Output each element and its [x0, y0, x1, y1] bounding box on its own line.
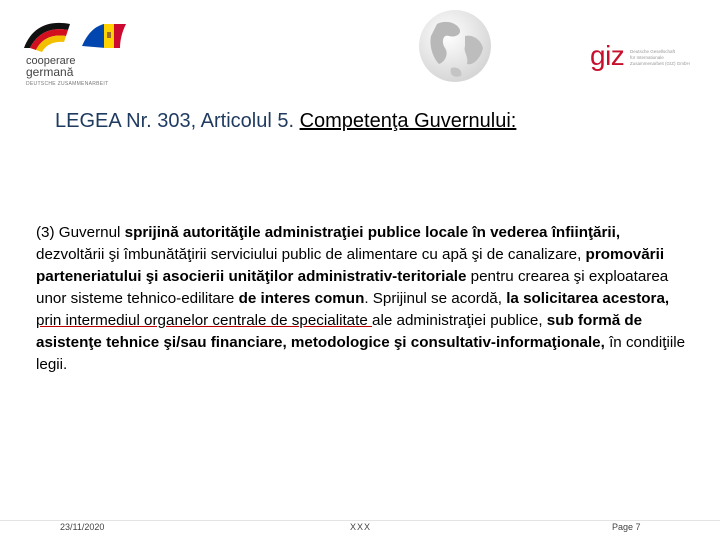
footer-divider — [0, 520, 720, 521]
text-b3: de interes comun — [238, 290, 365, 307]
giz-logo — [590, 40, 700, 74]
title-prefix: LEGEA Nr. 303, Articolul 5. — [55, 110, 300, 132]
text-s6: ale administraţiei publice, — [372, 312, 547, 329]
text-s2: dezvoltării şi îmbunătăţirii serviciului public de alimentare cu apă şi de canalizare, — [36, 246, 586, 263]
giz-sub-line3: Zusammenarbeit (GIZ) GmbH — [630, 61, 690, 66]
giz-subtitle — [630, 49, 700, 67]
flags-swoosh-icon — [22, 18, 140, 58]
text-b5: sub formă de asistenţe tehnice şi/sau financiare, metodologice şi consultativ-informaţionale, — [36, 312, 643, 351]
law-paragraph — [36, 222, 686, 376]
giz-sub-line1: Deutsche Gesellschaft — [630, 49, 676, 54]
text-b4: la solicitarea acestora, — [506, 290, 670, 307]
text-s4: . Sprijinul se acordă, — [364, 290, 507, 307]
text-u1: prin intermediul organelor centrale de specialitate — [36, 312, 373, 329]
text-s1: (3) Guvernul — [36, 224, 125, 241]
giz-wordmark: giz — [590, 40, 625, 71]
logo-left-line2: germană — [26, 65, 74, 79]
text-b1: sprijină autorităţile administraţiei publice locale în vederea înfiinţării, — [124, 224, 621, 241]
text-s3: pentru crearea şi exploatarea unor sisteme tehnico-edilitare — [36, 268, 669, 307]
footer-date: 23/11/2020 — [60, 522, 105, 532]
text-s7: în condiţiile legii. — [36, 334, 686, 373]
cooperare-germana-text — [26, 56, 108, 90]
slide-title — [55, 110, 695, 133]
footer-placeholder: XXX — [350, 522, 372, 532]
title-underlined: Competenţa Guvernului: — [299, 110, 517, 132]
logo-left-line3: DEUTSCHE ZUSAMMENARBEIT — [26, 81, 109, 87]
logo-left-line1: cooperare — [26, 55, 76, 67]
giz-sub-line2: für Internationale — [630, 55, 664, 60]
footer-page-number: Page 7 — [612, 522, 641, 532]
cooperare-germana-logo — [22, 18, 140, 90]
globe-icon — [415, 6, 495, 86]
text-b2: promovării parteneriatului şi asocierii unităţilor administrativ-teritoriale — [36, 246, 665, 285]
